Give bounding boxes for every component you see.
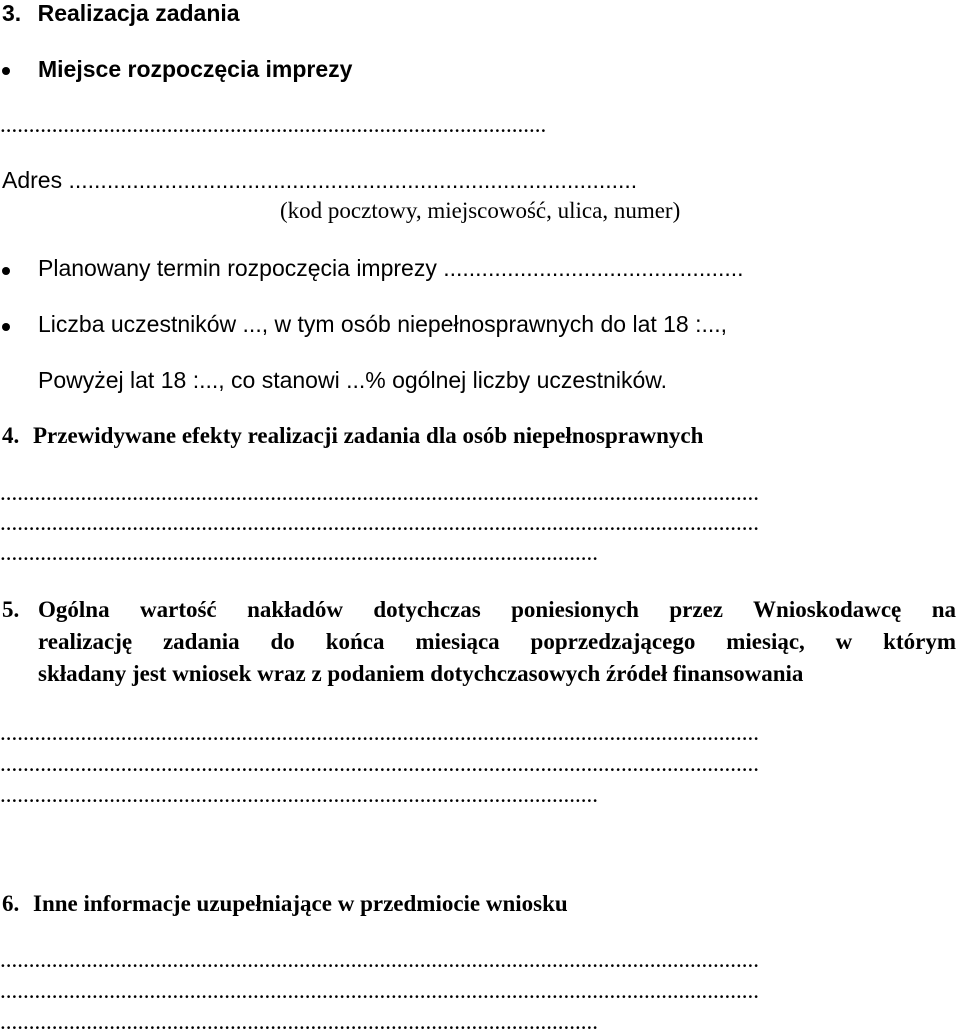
section-5-dots-3: ........................................................................................................ [0,782,598,807]
section-6-dots-3: ........................................................................................................ [0,1009,598,1034]
section-5-title-line-1: Ogólna wartość nakładów dotychczas poniesionych przez Wnioskodawcę na [38,597,956,622]
section-3-heading [2,0,240,27]
section-3-title: Realizacja zadania [37,0,240,26]
section-4-dots-3: ........................................................................................................ [0,540,598,565]
section-5-number: 5. [2,597,20,622]
section-6-heading [2,891,568,917]
bullet-icon [2,323,10,331]
section-4-title: Przewidywane efekty realizacji zadania dla osób niepełnosprawnych [33,423,704,448]
bullet-icon [2,267,10,275]
section-6-dots-1: .................................................................................................................................... [0,947,759,972]
address-line: Adres ......................................................................................... [2,167,638,193]
section-5-title-line-2: realizację zadania do końca miesiąca poprzedzającego miesiąc, w którym [38,629,956,654]
start-place-dots: ............................................................................................... [0,112,547,137]
section-5-title-line-3: składany jest wniosek wraz z podaniem dotychczasowych źródeł finansowania [38,661,804,686]
start-place-label: Miejsce rozpoczęcia imprezy [38,56,353,82]
section-5-dots-1: .................................................................................................................................... [0,720,759,745]
address-hint: (kod pocztowy, miejscowość, ulica, numer) [280,198,681,223]
above-18-line: Powyżej lat 18 :..., co stanowi ...% ogólnej liczby uczestników. [38,367,667,393]
planned-start-line: Planowany termin rozpoczęcia imprezy ............................................... [38,255,744,281]
section-6-title: Inne informacje uzupełniające w przedmiocie wniosku [33,891,568,916]
section-4-heading [2,423,703,449]
section-4-dots-1: .................................................................................................................................... [0,480,759,505]
section-6-dots-2: .................................................................................................................................... [0,978,759,1003]
section-6-number: 6. [2,891,20,916]
bullet-icon [2,67,10,75]
section-4-number: 4. [2,423,20,448]
section-4-dots-2: .................................................................................................................................... [0,510,759,535]
section-5-dots-2: .................................................................................................................................... [0,751,759,776]
participants-line: Liczba uczestników ..., w tym osób niepełnosprawnych do lat 18 :..., [38,311,728,337]
section-3-number: 3. [2,0,22,26]
